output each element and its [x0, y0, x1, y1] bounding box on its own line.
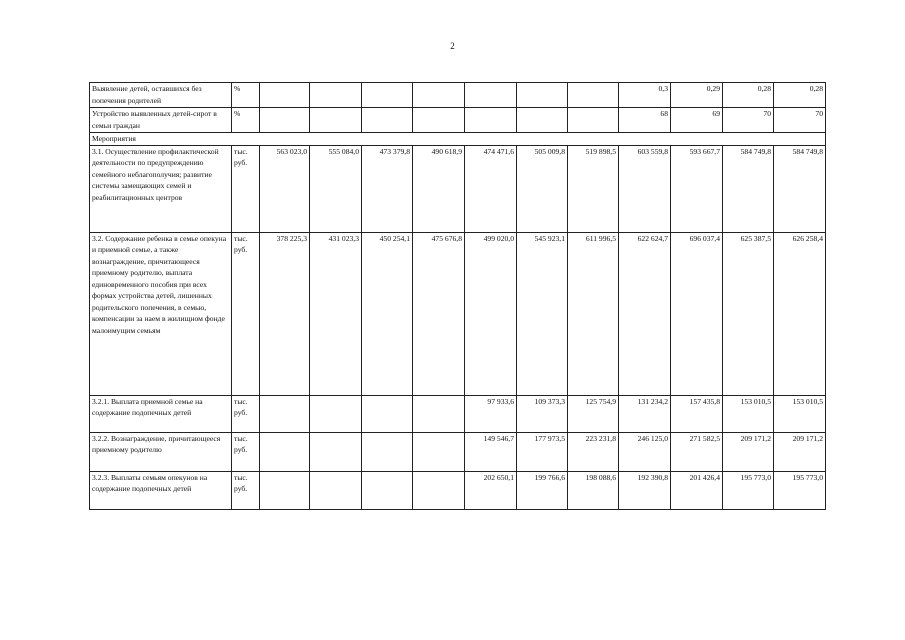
value-cell [568, 83, 619, 108]
value-cell [413, 83, 465, 108]
value-cell: 0,3 [619, 83, 671, 108]
table-body [90, 83, 826, 510]
value-cell: 696 037,4 [671, 232, 723, 395]
value-cell: 622 624,7 [619, 232, 671, 395]
value-cell [310, 471, 362, 509]
value-cell [310, 395, 362, 432]
row-label: Выявление детей, оставшихся без попечения родителей [90, 83, 232, 108]
value-cell: 475 676,8 [413, 232, 465, 395]
value-cell [413, 108, 465, 133]
value-cell: 625 387,5 [723, 232, 774, 395]
value-cell: 192 390,8 [619, 471, 671, 509]
data-table [89, 82, 826, 510]
table-row [90, 83, 826, 108]
value-cell: 153 010,5 [774, 395, 826, 432]
value-cell: 68 [619, 108, 671, 133]
page-number: 2 [450, 41, 455, 51]
value-cell: 246 125,0 [619, 432, 671, 471]
value-cell: 223 231,8 [568, 432, 619, 471]
value-cell: 153 010,5 [723, 395, 774, 432]
value-cell [568, 108, 619, 133]
value-cell: 593 667,7 [671, 145, 723, 232]
row-unit: тыс. руб. [232, 471, 260, 509]
row-label: 3.1. Осуществление профилактической деятельности по предупреждению семейного неблагополучия; развитие системы замещающих семей и реабилитационных центров [90, 145, 232, 232]
value-cell [362, 471, 413, 509]
value-cell [362, 83, 413, 108]
value-cell: 378 225,3 [260, 232, 310, 395]
row-label: 3.2.1. Выплата приемной семье на содержание подопечных детей [90, 395, 232, 432]
value-cell: 584 749,8 [774, 145, 826, 232]
value-cell: 490 618,9 [413, 145, 465, 232]
value-cell [362, 395, 413, 432]
value-cell: 626 258,4 [774, 232, 826, 395]
value-cell: 125 754,9 [568, 395, 619, 432]
value-cell [362, 108, 413, 133]
value-cell: 131 234,2 [619, 395, 671, 432]
value-cell: 202 650,1 [465, 471, 517, 509]
value-cell: 0,28 [723, 83, 774, 108]
table-row [90, 432, 826, 471]
value-cell: 450 254,1 [362, 232, 413, 395]
value-cell [413, 471, 465, 509]
value-cell [310, 432, 362, 471]
row-label: 3.2. Содержание ребенка в семье опекуна и приемной семье, а также вознаграждение, причитающееся приемному родителю, выплата единовременного пособия при всех формах устройства детей, лишенных родительского попечения, в семью, компенсации за наем в жилищном фонде малоимущим семьям [90, 232, 232, 395]
value-cell: 70 [723, 108, 774, 133]
row-label: 3.2.2. Вознаграждение, причитающееся приемному родителю [90, 432, 232, 471]
value-cell: 69 [671, 108, 723, 133]
value-cell: 195 773,0 [774, 471, 826, 509]
value-cell: 563 023,0 [260, 145, 310, 232]
value-cell [310, 108, 362, 133]
table-row [90, 232, 826, 395]
value-cell [517, 108, 568, 133]
value-cell: 584 749,8 [723, 145, 774, 232]
value-cell: 198 088,6 [568, 471, 619, 509]
row-label: Устройство выявленных детей-сирот в семьи граждан [90, 108, 232, 133]
table-row [90, 471, 826, 509]
value-cell: 70 [774, 108, 826, 133]
row-unit: % [232, 108, 260, 133]
row-unit: тыс. руб. [232, 395, 260, 432]
row-label: 3.2.3. Выплаты семьям опекунов на содержание подопечных детей [90, 471, 232, 509]
value-cell [260, 432, 310, 471]
value-cell: 474 471,6 [465, 145, 517, 232]
value-cell [260, 395, 310, 432]
section-heading: Мероприятия [90, 133, 826, 146]
value-cell: 195 773,0 [723, 471, 774, 509]
value-cell: 177 973,5 [517, 432, 568, 471]
value-cell [413, 432, 465, 471]
value-cell: 271 582,5 [671, 432, 723, 471]
value-cell [260, 108, 310, 133]
value-cell [517, 83, 568, 108]
value-cell: 545 923,1 [517, 232, 568, 395]
value-cell [413, 395, 465, 432]
value-cell: 0,29 [671, 83, 723, 108]
value-cell: 157 435,8 [671, 395, 723, 432]
value-cell: 431 023,3 [310, 232, 362, 395]
value-cell [260, 471, 310, 509]
row-unit: % [232, 83, 260, 108]
table-row [90, 133, 826, 146]
table-row [90, 108, 826, 133]
value-cell [310, 83, 362, 108]
value-cell [362, 432, 413, 471]
table-row [90, 395, 826, 432]
value-cell: 505 009,8 [517, 145, 568, 232]
value-cell: 97 933,6 [465, 395, 517, 432]
value-cell: 149 546,7 [465, 432, 517, 471]
value-cell: 519 898,5 [568, 145, 619, 232]
value-cell: 611 996,5 [568, 232, 619, 395]
value-cell: 209 171,2 [723, 432, 774, 471]
value-cell [465, 83, 517, 108]
value-cell [260, 83, 310, 108]
value-cell: 199 766,6 [517, 471, 568, 509]
value-cell [465, 108, 517, 133]
value-cell: 499 020,0 [465, 232, 517, 395]
value-cell: 201 426,4 [671, 471, 723, 509]
value-cell: 555 084,0 [310, 145, 362, 232]
value-cell: 109 373,3 [517, 395, 568, 432]
value-cell: 209 171,2 [774, 432, 826, 471]
table-row [90, 145, 826, 232]
value-cell: 603 559,8 [619, 145, 671, 232]
row-unit: тыс. руб. [232, 145, 260, 232]
row-unit: тыс. руб. [232, 432, 260, 471]
value-cell: 473 379,8 [362, 145, 413, 232]
value-cell: 0,28 [774, 83, 826, 108]
row-unit: тыс. руб. [232, 232, 260, 395]
